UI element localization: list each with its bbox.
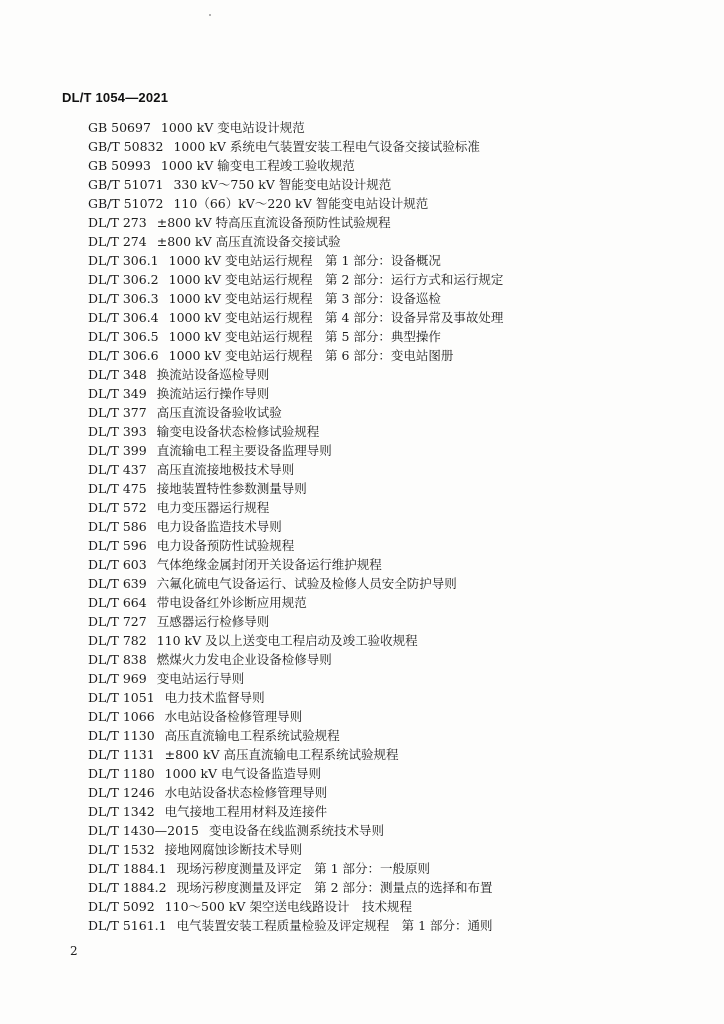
reference-code: DL/T 838 bbox=[88, 652, 147, 667]
reference-item bbox=[88, 631, 698, 650]
reference-item bbox=[88, 422, 698, 441]
reference-item bbox=[88, 194, 698, 213]
reference-title: ±800 kV 特高压直流设备预防性试验规程 bbox=[156, 215, 391, 230]
reference-title: 电力技术监督导则 bbox=[164, 690, 265, 705]
reference-item bbox=[88, 669, 698, 688]
reference-code: DL/T 1430—2015 bbox=[88, 823, 199, 838]
page-number: 2 bbox=[70, 944, 78, 958]
reference-title: 1000 kV 变电站设计规范 bbox=[160, 120, 305, 135]
reference-item bbox=[88, 783, 698, 802]
reference-item bbox=[88, 916, 698, 935]
reference-item bbox=[88, 118, 698, 137]
reference-title: 接地网腐蚀诊断技术导则 bbox=[164, 842, 303, 857]
reference-title: 接地装置特性参数测量导则 bbox=[156, 481, 307, 496]
reference-title: 1000 kV 变电站运行规程 第 3 部分：设备巡检 bbox=[168, 291, 441, 306]
reference-code: DL/T 306.4 bbox=[88, 310, 159, 325]
reference-code: DL/T 1180 bbox=[88, 766, 155, 781]
reference-item bbox=[88, 137, 698, 156]
reference-code: DL/T 1051 bbox=[88, 690, 155, 705]
reference-title: 电力设备监造技术导则 bbox=[156, 519, 282, 534]
reference-title: 换流站设备巡检导则 bbox=[156, 367, 270, 382]
reference-title: 110～500 kV 架空送电线路设计 技术规程 bbox=[164, 899, 412, 914]
reference-title: 1000 kV 变电站运行规程 第 4 部分：设备异常及事故处理 bbox=[168, 310, 504, 325]
reference-code: GB/T 51072 bbox=[88, 196, 164, 211]
reference-code: DL/T 377 bbox=[88, 405, 147, 420]
reference-title: ±800 kV 高压直流设备交接试验 bbox=[156, 234, 341, 249]
reference-item bbox=[88, 479, 698, 498]
reference-item bbox=[88, 365, 698, 384]
reference-title: 330 kV～750 kV 智能变电站设计规范 bbox=[173, 177, 392, 192]
reference-item bbox=[88, 460, 698, 479]
reference-item bbox=[88, 612, 698, 631]
reference-code: DL/T 596 bbox=[88, 538, 147, 553]
reference-item bbox=[88, 346, 698, 365]
reference-title: 电力设备预防性试验规程 bbox=[156, 538, 295, 553]
reference-item bbox=[88, 593, 698, 612]
reference-code: DL/T 572 bbox=[88, 500, 147, 515]
reference-title: 输变电设备状态检修试验规程 bbox=[156, 424, 320, 439]
reference-code: DL/T 393 bbox=[88, 424, 147, 439]
reference-code: DL/T 348 bbox=[88, 367, 147, 382]
reference-title: 1000 kV 系统电气装置安装工程电气设备交接试验标准 bbox=[173, 139, 480, 154]
document-code-header: DL/T 1054—2021 bbox=[62, 90, 169, 105]
reference-title: 带电设备红外诊断应用规范 bbox=[156, 595, 307, 610]
reference-code: DL/T 1884.1 bbox=[88, 861, 167, 876]
reference-title: 燃煤火力发电企业设备检修导则 bbox=[156, 652, 332, 667]
reference-title: 1000 kV 变电站运行规程 第 5 部分：典型操作 bbox=[168, 329, 441, 344]
reference-item bbox=[88, 517, 698, 536]
reference-item bbox=[88, 403, 698, 422]
reference-item bbox=[88, 327, 698, 346]
reference-title: ±800 kV 高压直流输电工程系统试验规程 bbox=[164, 747, 399, 762]
reference-code: DL/T 1066 bbox=[88, 709, 155, 724]
reference-code: DL/T 399 bbox=[88, 443, 147, 458]
reference-title: 110（66）kV～220 kV 智能变电站设计规范 bbox=[173, 196, 429, 211]
reference-item bbox=[88, 536, 698, 555]
reference-title: 高压直流接地极技术导则 bbox=[156, 462, 295, 477]
reference-item bbox=[88, 802, 698, 821]
reference-item bbox=[88, 308, 698, 327]
reference-code: DL/T 5092 bbox=[88, 899, 155, 914]
reference-code: DL/T 664 bbox=[88, 595, 147, 610]
reference-item bbox=[88, 555, 698, 574]
reference-code: DL/T 475 bbox=[88, 481, 147, 496]
reference-title: 高压直流输电工程系统试验规程 bbox=[164, 728, 340, 743]
reference-code: DL/T 273 bbox=[88, 215, 147, 230]
reference-title: 1000 kV 变电站运行规程 第 1 部分：设备概况 bbox=[168, 253, 441, 268]
reference-code: GB/T 50832 bbox=[88, 139, 164, 154]
scan-speck bbox=[209, 14, 211, 16]
reference-title: 六氟化硫电气设备运行、试验及检修人员安全防护导则 bbox=[156, 576, 457, 591]
reference-code: DL/T 1342 bbox=[88, 804, 155, 819]
reference-item bbox=[88, 726, 698, 745]
reference-item bbox=[88, 498, 698, 517]
reference-item bbox=[88, 574, 698, 593]
reference-code: DL/T 727 bbox=[88, 614, 147, 629]
reference-title: 现场污秽度测量及评定 第 1 部分：一般原则 bbox=[176, 861, 430, 876]
reference-code: DL/T 274 bbox=[88, 234, 147, 249]
reference-code: DL/T 1884.2 bbox=[88, 880, 167, 895]
reference-title: 1000 kV 变电站运行规程 第 6 部分：变电站图册 bbox=[168, 348, 454, 363]
reference-code: DL/T 1246 bbox=[88, 785, 155, 800]
reference-item bbox=[88, 384, 698, 403]
reference-title: 直流输电工程主要设备监理导则 bbox=[156, 443, 332, 458]
reference-item bbox=[88, 821, 698, 840]
reference-code: GB 50697 bbox=[88, 120, 151, 135]
reference-title: 水电站设备状态检修管理导则 bbox=[164, 785, 328, 800]
reference-item bbox=[88, 289, 698, 308]
reference-item bbox=[88, 859, 698, 878]
reference-item bbox=[88, 270, 698, 289]
reference-item bbox=[88, 156, 698, 175]
reference-title: 水电站设备检修管理导则 bbox=[164, 709, 303, 724]
reference-item bbox=[88, 213, 698, 232]
reference-code: GB/T 51071 bbox=[88, 177, 164, 192]
reference-item bbox=[88, 878, 698, 897]
reference-code: DL/T 5161.1 bbox=[88, 918, 167, 933]
reference-code: DL/T 306.1 bbox=[88, 253, 159, 268]
reference-code: DL/T 349 bbox=[88, 386, 147, 401]
reference-title: 互感器运行检修导则 bbox=[156, 614, 270, 629]
reference-title: 换流站运行操作导则 bbox=[156, 386, 270, 401]
reference-code: DL/T 586 bbox=[88, 519, 147, 534]
reference-title: 气体绝缘金属封闭开关设备运行维护规程 bbox=[156, 557, 382, 572]
reference-item bbox=[88, 688, 698, 707]
reference-code: DL/T 306.3 bbox=[88, 291, 159, 306]
reference-code: DL/T 437 bbox=[88, 462, 147, 477]
reference-item bbox=[88, 764, 698, 783]
normative-references-list bbox=[88, 118, 698, 935]
reference-title: 电气装置安装工程质量检验及评定规程 第 1 部分：通则 bbox=[176, 918, 493, 933]
reference-code: DL/T 603 bbox=[88, 557, 147, 572]
reference-code: GB 50993 bbox=[88, 158, 151, 173]
reference-item bbox=[88, 441, 698, 460]
reference-title: 1000 kV 变电站运行规程 第 2 部分：运行方式和运行规定 bbox=[168, 272, 504, 287]
reference-item bbox=[88, 840, 698, 859]
reference-title: 电气接地工程用材料及连接件 bbox=[164, 804, 328, 819]
reference-code: DL/T 1130 bbox=[88, 728, 155, 743]
reference-title: 1000 kV 输变电工程竣工验收规范 bbox=[160, 158, 355, 173]
reference-code: DL/T 969 bbox=[88, 671, 147, 686]
reference-item bbox=[88, 650, 698, 669]
reference-code: DL/T 782 bbox=[88, 633, 147, 648]
reference-title: 变电站运行导则 bbox=[156, 671, 245, 686]
reference-title: 现场污秽度测量及评定 第 2 部分：测量点的选择和布置 bbox=[176, 880, 493, 895]
reference-title: 高压直流设备验收试验 bbox=[156, 405, 282, 420]
reference-item bbox=[88, 897, 698, 916]
reference-code: DL/T 639 bbox=[88, 576, 147, 591]
reference-code: DL/T 306.5 bbox=[88, 329, 159, 344]
reference-code: DL/T 1131 bbox=[88, 747, 155, 762]
reference-item bbox=[88, 707, 698, 726]
reference-title: 1000 kV 电气设备监造导则 bbox=[164, 766, 322, 781]
reference-item bbox=[88, 175, 698, 194]
reference-title: 110 kV 及以上送变电工程启动及竣工验收规程 bbox=[156, 633, 418, 648]
reference-code: DL/T 306.2 bbox=[88, 272, 159, 287]
reference-item bbox=[88, 251, 698, 270]
reference-item bbox=[88, 232, 698, 251]
reference-code: DL/T 306.6 bbox=[88, 348, 159, 363]
reference-code: DL/T 1532 bbox=[88, 842, 155, 857]
reference-item bbox=[88, 745, 698, 764]
reference-title: 变电设备在线监测系统技术导则 bbox=[208, 823, 384, 838]
reference-title: 电力变压器运行规程 bbox=[156, 500, 270, 515]
